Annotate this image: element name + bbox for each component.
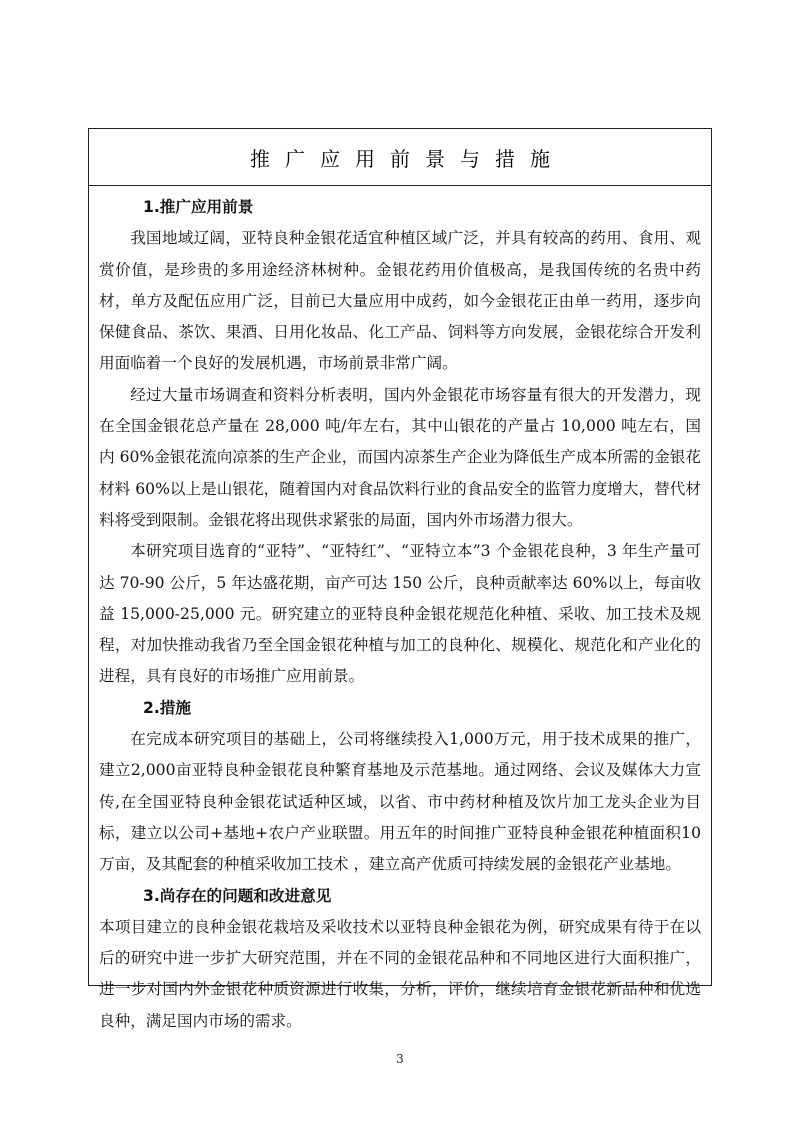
title-row — [89, 129, 711, 186]
paragraph: 经过大量市场调查和资料分析表明，国内外金银花市场容量有很大的开发潜力，现在全国金银花总产量在 28,000 吨/年左右，其中山银花的产量占 10,000 吨左右，国内 60%金银花流向凉茶的生产企业，而国内凉茶生产企业为降低生产成本所需的金银花材料 60%以上是山银花，随着国内对食品饮料行业的食品安全的监管力度增大，替代材料将受到限制。金银花将出现供求紧张的局面，国内外市场潜力很大。 — [99, 385, 701, 529]
paragraph: 在完成本研究项目的基础上，公司将继续投入1,000万元，用于技术成果的推广，建立2,000亩亚特良种金银花良种繁育基地及示范基地。通过网络、会议及媒体大力宣传,在全国亚特良种金银花试适种区域，以省、市中药材种植及饮片加工龙头企业为目标，建立以公司+基地+农户产业联盟。用五年的时间推广亚特良种金银花种植面积10万亩，及其配套的种植采收加工技术 ，建立高产优质可持续发展的金银花产业基地。 — [99, 730, 701, 874]
content-cell — [89, 186, 711, 1037]
paragraph: 我国地域辽阔，亚特良种金银花适宜种植区域广泛，并具有较高的药用、食用、观赏价值，是珍贵的多用途经济林树种。金银花药用价值极高，是我国传统的名贵中药材，单方及配伍应用广泛，目前已大量应用中成药，如今金银花正由单一药用，逐步向保健食品、茶饮、果酒、日用化妆品、化工产品、饲料等方向发展，金银花综合开发利用面临着一个良好的发展机遇，市场前景非常广阔。 — [99, 229, 701, 373]
page-title: 推广应用前景与措施 — [250, 146, 565, 171]
section-heading-issues: 3.尚存在的问题和改进意见 — [143, 886, 332, 905]
paragraph: 本研究项目选育的“亚特”、“亚特红”、“亚特立本”3 个金银花良种，3 年生产量可达 70-90 公斤，5 年达盛花期，亩产可达 150 公斤，良种贡献率达 60%以上，每亩收益 15,000-25,000 元。研究建立的亚特良种金银花规范化种植、采收、加工技术及规程，对加快推动我省乃至全国金银花种植与加工的良种化、规模化、规范化和产业化的进程，具有良好的市场推广应用前景。 — [99, 542, 701, 686]
section-heading-measures: 2.措施 — [143, 698, 191, 717]
content-table — [88, 128, 712, 1030]
paragraph: 本项目建立的良种金银花栽培及采收技术以亚特良种金银花为例，研究成果有待于在以后的研究中进一步扩大研究范围，并在不同的金银花品种和不同地区进行大面积推广，进一步对国内外金银花种质资源进行收集，分析，评价，继续培育金银花新品种和优选良种，满足国内市场的需求。 — [99, 917, 701, 1030]
section-heading-promotion: 1.推广应用前景 — [143, 198, 254, 216]
page-number: 3 — [396, 1052, 404, 1066]
